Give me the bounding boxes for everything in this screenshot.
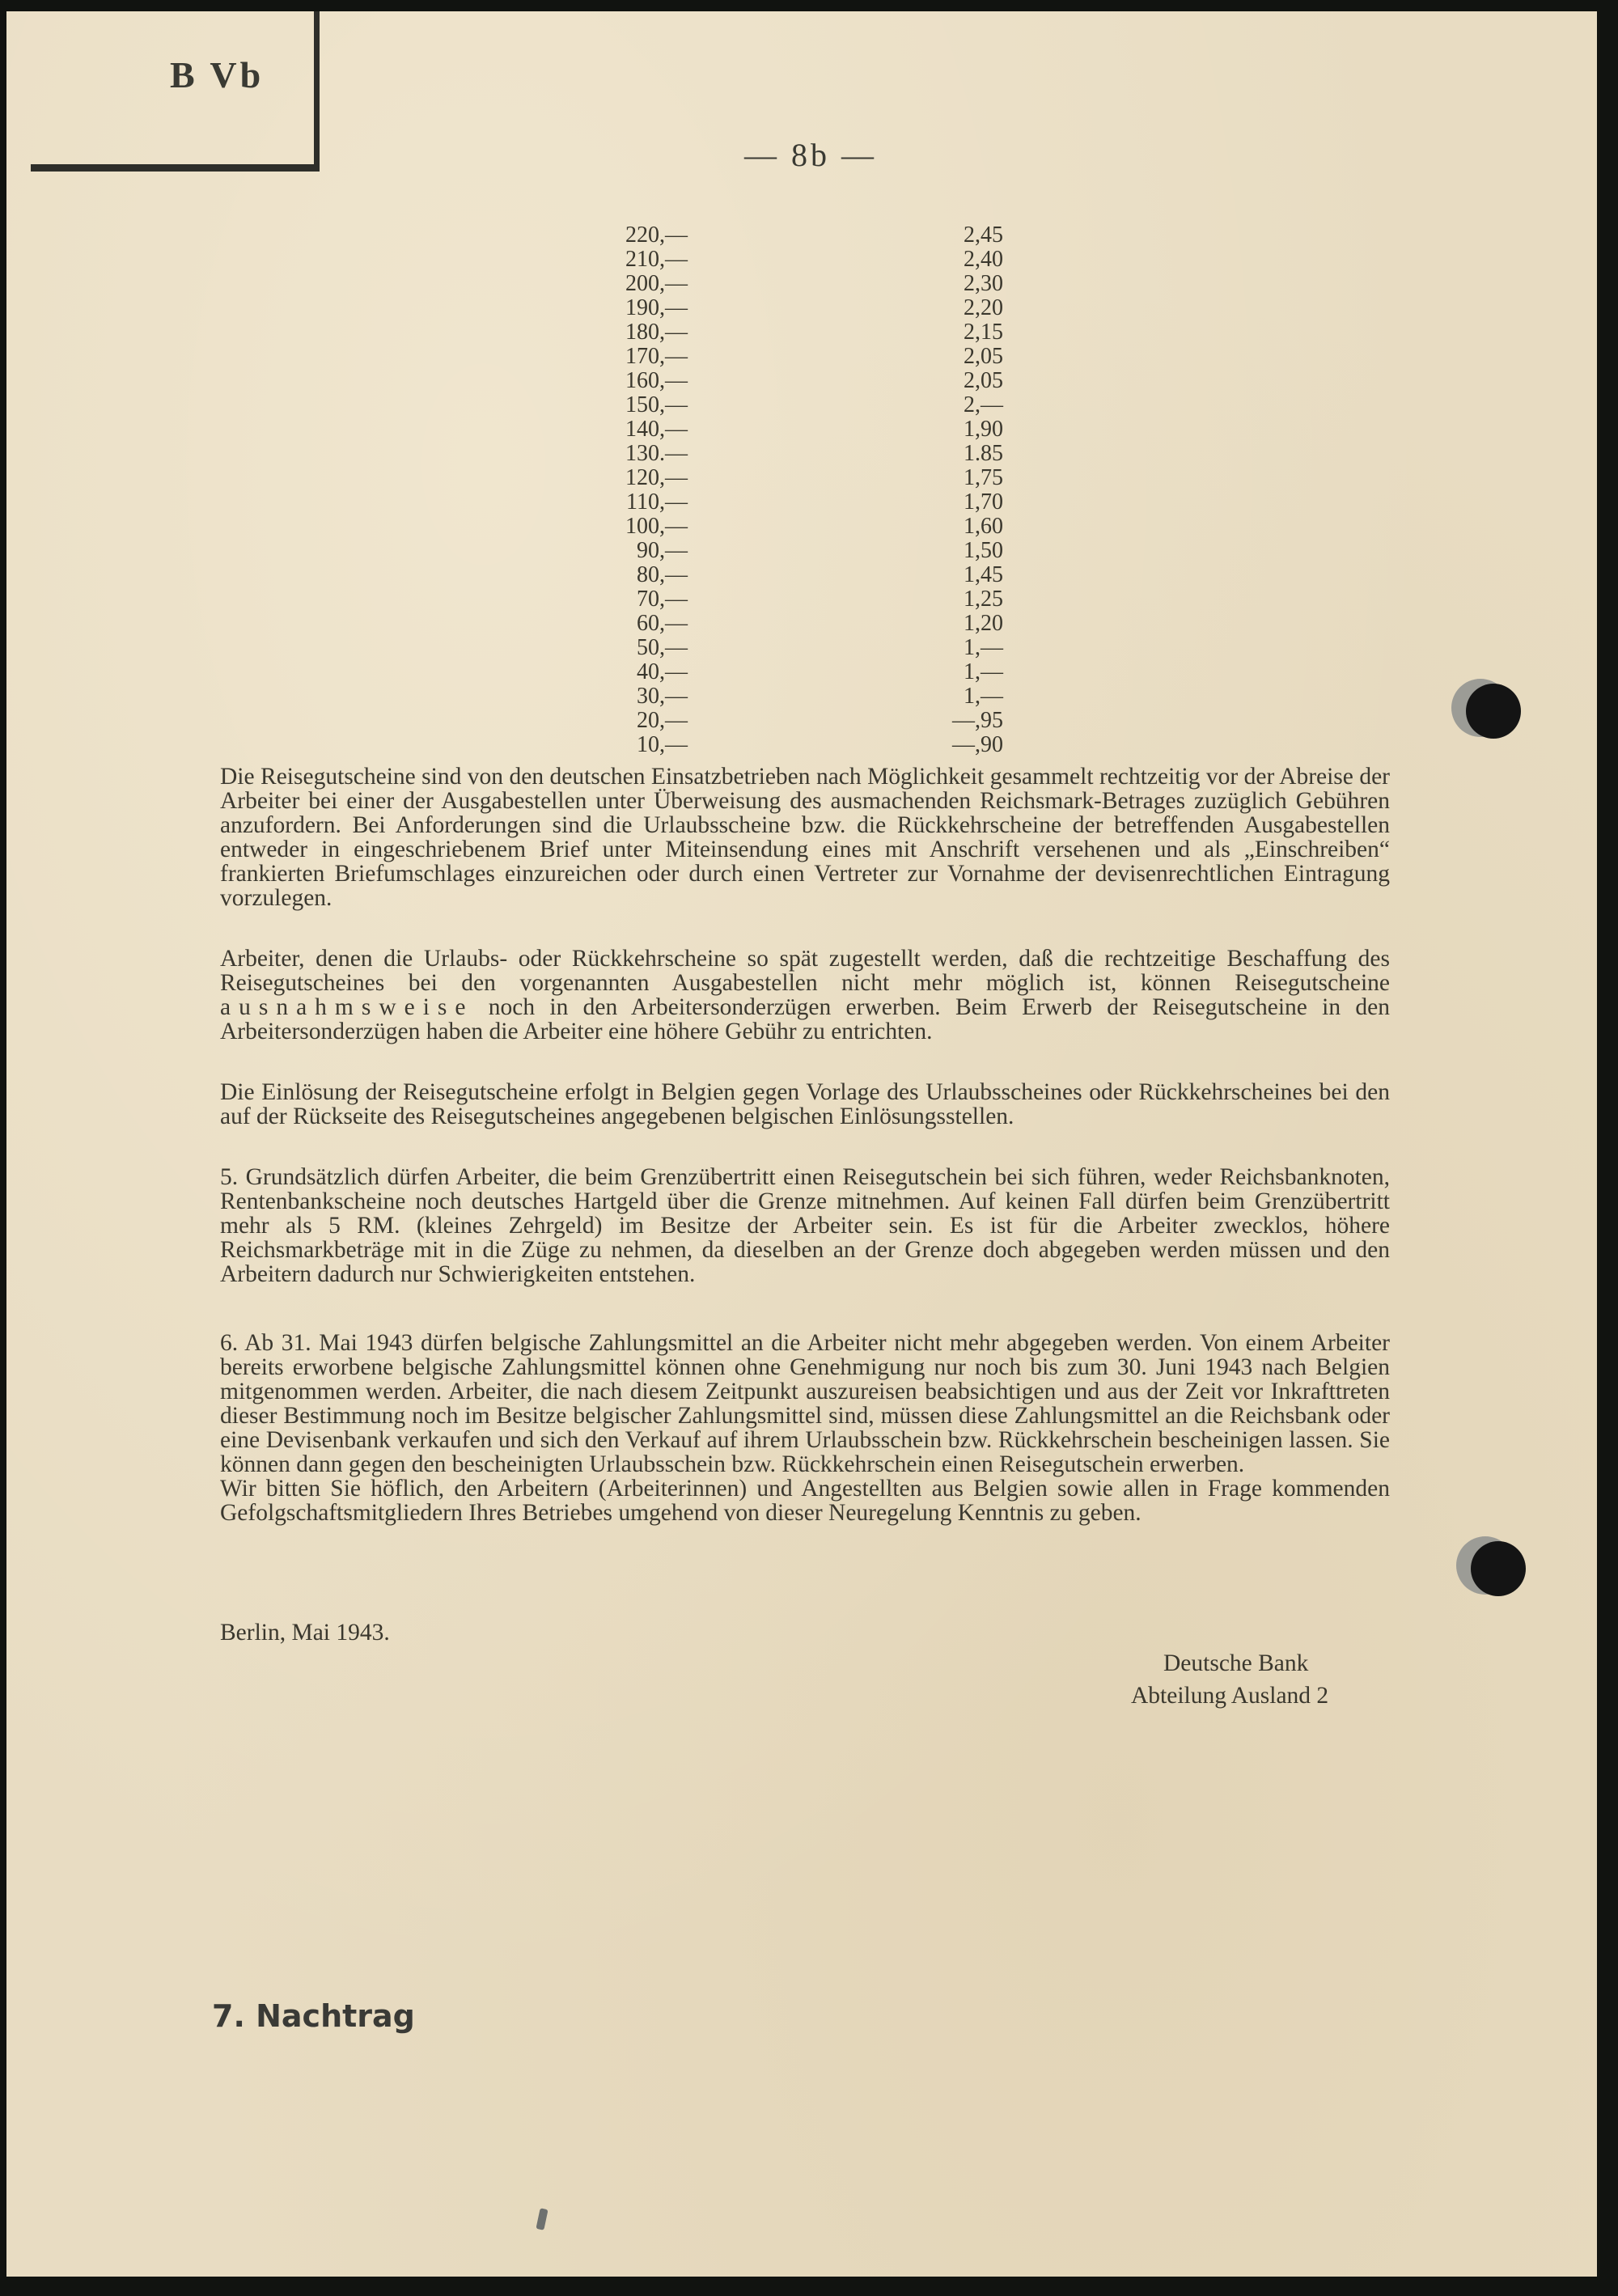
rate-fee: 1,75 [964,465,1003,490]
rate-amount: 180,— [625,320,688,345]
rate-amount: 120,— [625,465,688,490]
place-date: Berlin, Mai 1943. [220,1620,390,1646]
rate-fee: 1,25 [964,587,1003,612]
paragraph-text: Arbeiter, denen die Urlaubs- oder Rückkehrscheine so spät zugestellt werden, daß die rechtzeitige Beschaffung des Reisegutscheines bei den vorgenannten Ausgabestellen nicht mehr möglich ist, können Reisegutscheine [220,946,1390,996]
rate-fee: 2,20 [964,295,1003,320]
rate-row [566,490,1068,515]
rate-row [566,733,1068,757]
rate-row [566,393,1068,417]
rate-row [566,296,1068,320]
rate-row [566,709,1068,733]
rate-amount: 50,— [637,635,688,660]
rate-row [566,272,1068,296]
rate-row [566,345,1068,369]
rate-row [566,248,1068,272]
signature-bank: Deutsche Bank [1163,1650,1309,1676]
paragraph-redemption: Die Einlösung der Reisegutscheine erfolgt in Belgien gegen Vorlage des Urlaubsscheines oder Rückkehrscheines bei den auf der Rückseite des Reisegutscheines angegebenen belgischen Einlösungsstellen. [220,1079,1390,1129]
rate-row [566,612,1068,636]
rate-row [566,515,1068,539]
rate-row [566,539,1068,563]
rate-amount: 30,— [637,684,688,709]
rate-row [566,417,1068,442]
rate-row [566,369,1068,393]
paragraph-voucher-request: Die Reisegutscheine sind von den deutschen Einsatzbetrieben nach Möglichkeit gesammelt rechtzeitig vor der Abreise der Arbeiter bei einer der Ausgabestellen unter Überweisung des ausmachenden Reichsmark-Betrages zuzüglich Gebühren anzufordern. Bei Anforderungen sind die Urlaubsscheine bzw. die Rückkehrscheine der betreffenden Ausgabestellen entweder in eingeschriebenem Brief unter Miteinsendung eines mit Anschrift versehenen und als „Einschreiben“ frankierten Briefumschlages einzureichen oder durch einen Vertreter zur Vornahme der devisenrechtlichen Eintragung vorzulegen. [220,764,1390,911]
corner-box-border [314,11,320,167]
rate-amount: 130.— [625,441,688,466]
rate-amount: 220,— [625,222,688,248]
supplement-label: 7. Nachtrag [212,1998,415,2034]
rate-fee: 2,05 [964,344,1003,369]
rate-amount: 110,— [626,489,688,515]
rate-fee: 1,45 [964,562,1003,587]
rate-fee: 1,60 [964,514,1003,539]
rate-amount: 10,— [637,732,688,757]
rate-fee: 1,20 [964,611,1003,636]
paragraph-section-5: 5. Grundsätzlich dürfen Arbeiter, die beim Grenzübertritt einen Reisegutschein bei sich führen, weder Reichsbanknoten, Rentenbankscheine noch deutsches Hartgeld über die Grenze mitnehmen. Auf keinen Fall dürfen beim Grenzübertritt mehr als 5 RM. (kleines Zehrgeld) im Besitze der Arbeiter sein. Es ist für die Arbeiter zwecklos, höhere Reichsmarkbeträge mit in die Züge zu nehmen, da dieselben an der Grenze doch abgegeben werden müssen und den Arbeitern dadurch nur Schwierigkeiten entstehen. [220,1164,1390,1287]
rate-amount: 190,— [625,295,688,320]
paragraph-text: noch in den Arbeitersonderzügen erwerben. Beim Erwerb der Reisegutscheine in den Arbeitersonderzügen haben die Arbeiter eine höhere Gebühr zu entrichten. [220,994,1390,1044]
rate-table [566,223,1068,757]
rate-fee: 2,— [964,392,1003,417]
rate-fee: 2,40 [964,247,1003,272]
rate-fee: 1.85 [964,441,1003,466]
rate-amount: 140,— [625,417,688,442]
rate-fee: 2,05 [964,368,1003,393]
rate-amount: 170,— [625,344,688,369]
rate-amount: 70,— [637,587,688,612]
rate-row [566,660,1068,684]
punch-hole-icon [1471,1541,1526,1596]
rate-amount: 40,— [637,659,688,684]
rate-row [566,684,1068,709]
rate-amount: 20,— [637,708,688,733]
rate-row [566,320,1068,345]
rate-row [566,587,1068,612]
rate-fee: 1,— [964,659,1003,684]
rate-fee: 2,15 [964,320,1003,345]
rate-row [566,223,1068,248]
document-code: B Vb [170,54,265,95]
rate-fee: 2,30 [964,271,1003,296]
rate-row [566,563,1068,587]
punch-hole-icon [1466,684,1521,739]
rate-amount: 210,— [625,247,688,272]
rate-amount: 90,— [637,538,688,563]
rate-row [566,442,1068,466]
rate-amount: 80,— [637,562,688,587]
rate-amount: 160,— [625,368,688,393]
rate-fee: 2,45 [964,222,1003,248]
corner-box-rule [31,164,320,172]
rate-fee: —,95 [952,708,1003,733]
emphasis-spaced: ausnahmsweise [220,994,474,1020]
paragraph-late-issue [220,947,1390,1044]
rate-amount: 100,— [625,514,688,539]
signature-department: Abteilung Ausland 2 [1131,1683,1329,1709]
page-number: — 8b — [744,137,877,173]
rate-fee: —,90 [952,732,1003,757]
rate-row [566,466,1068,490]
paragraph-request: Wir bitten Sie höflich, den Arbeitern (Arbeiterinnen) und Angestellten aus Belgien sowie allen in Frage kommenden Gefolgschaftsmitgliedern Ihres Betriebes umgehend von dieser Neuregelung Kenntnis zu geben. [220,1476,1390,1526]
rate-fee: 1,50 [964,538,1003,563]
rate-row [566,636,1068,660]
rate-fee: 1,— [964,635,1003,660]
rate-fee: 1,70 [964,489,1003,515]
rate-fee: 1,90 [964,417,1003,442]
rate-amount: 200,— [625,271,688,296]
paragraph-section-6 [220,1331,1390,1525]
rate-amount: 150,— [625,392,688,417]
rate-fee: 1,— [964,684,1003,709]
paragraph-text: 6. Ab 31. Mai 1943 dürfen belgische Zahlungsmittel an die Arbeiter nicht mehr abgegeben werden. Von einem Arbeiter bereits erworbene belgische Zahlungsmittel können ohne Genehmigung nur noch bis zum 30. Juni 1943 nach Belgien mitgenommen werden. Arbeiter, die nach diesem Zeitpunkt auszureisen beabsichtigen und aus der Zeit vor Inkrafttreten dieser Bestimmung noch im Besitze belgischer Zahlungsmittel sind, müssen diese Zahlungsmittel an die Reichsbank oder eine Devisenbank verkaufen und sich den Verkauf auf ihrem Urlaubsschein bzw. Rückkehrschein bescheinigen lassen. Sie können dann gegen den bescheinigten Urlaubsschein bzw. Rückkehrschein einen Reisegutschein erwerben. [220,1330,1390,1477]
rate-amount: 60,— [637,611,688,636]
